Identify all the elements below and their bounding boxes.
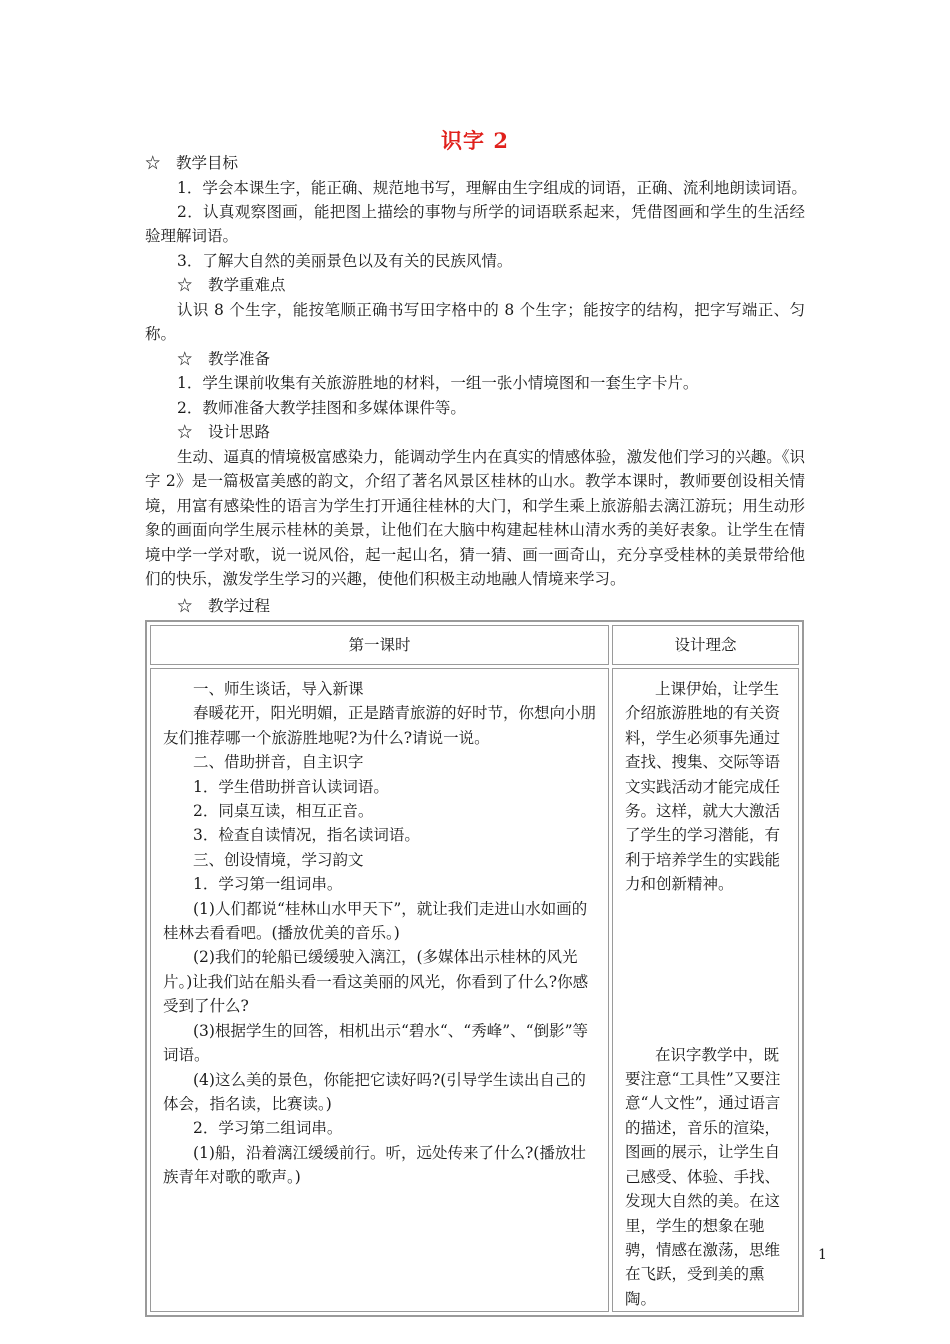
difficulties-text: 认识 8 个生字，能按笔顺正确书写田字格中的 8 个生字；能按字的结构，把字写端正、匀称。	[145, 301, 805, 344]
rationale-text: 上课伊始，让学生介绍旅游胜地的有关资料，学生必须事先通过查找、搜集、交际等语文实践活动才能完成任务。这样，就大大激活了学生的学习潜能，有利于培养学生的实践能力和创新精神。	[625, 680, 781, 894]
heading-process: ☆ 教学过程	[177, 597, 271, 615]
step-text: 二、借助拼音，自主识字	[193, 753, 364, 772]
design-text: 生动、逼真的情境极富感染力，能调动学生内在真实的情感体验，激发他们学习的兴趣。《识字 2》是一篇极富美感的韵文，介绍了著名风景区桂林的山水。教学本课时，教师要创设相关情境，用富有感染性的语言为学生打开通往桂林的大门，和学生乘上旅游船去漓江游玩；用生动形象的画面向学生展示桂林的美景，让他们在大脑中构建起桂林山清水秀的美好表象。让学生在情境中学一学对歌，说一说风俗，起一起山名，猜一猜、画一画奇山，充分享受桂林的美景带给他们的快乐，激发学生学习的兴趣，使他们积极主动地融人情境来学习。	[145, 448, 805, 589]
step-text: 1．学习第一组词串。	[193, 875, 343, 894]
goal-item-3: 3．了解大自然的美丽景色以及有关的民族风情。	[177, 252, 513, 270]
heading-goals: ☆ 教学目标	[145, 154, 239, 172]
prep-item-2: 2．教师准备大教学挂图和多媒体课件等。	[177, 399, 466, 417]
table-header-lesson: 第一课时	[150, 625, 609, 665]
goal-item-1: 1．学会本课生字，能正确、规范地书写，理解由生字组成的词语，正确、流利地朗读词语。	[177, 179, 807, 197]
heading-design: ☆ 设计思路	[177, 423, 271, 441]
step-text: (3)根据学生的回答，相机出示“碧水“、“秀峰”、“倒影”等词语。	[163, 1021, 589, 1065]
lesson-steps-cell	[150, 668, 609, 1312]
document-title: 识字 2	[441, 128, 509, 153]
step-text: 一、师生谈话，导入新课	[193, 680, 364, 698]
step-text: 三、创设情境，学习韵文	[193, 850, 364, 869]
process-table	[145, 620, 804, 1317]
rationale-cell	[612, 668, 799, 1312]
step-text: (1)人们都说“桂林山水甲天下”，就让我们走进山水如画的桂林去看看吧。(播放优美的音乐。)	[163, 899, 588, 943]
step-text: (4)这么美的景色，你能把它读好吗?(引导学生读出自己的体会，指名读，比赛读。)	[163, 1070, 586, 1113]
page-number: 1	[818, 1247, 827, 1263]
goal-item-2: 2．认真观察图画，能把图上描绘的事物与所学的词语联系起来，凭借图画和学生的生活经验理解词语。	[145, 203, 805, 246]
step-text: 2．同桌互读，相互正音。	[193, 802, 374, 821]
heading-difficulties: ☆ 教学重难点	[177, 276, 286, 294]
step-text: 2．学习第二组词串。	[193, 1119, 343, 1138]
step-text: (2)我们的轮船已缓缓驶入漓江，(多媒体出示桂林的风光片。)让我们站在船头看一看这美丽的风光，你看到了什么?你感受到了什么?	[163, 948, 589, 1016]
step-text: 春暖花开，阳光明媚，正是踏青旅游的好时节，你想向小朋友们推荐哪一个旅游胜地呢?为什么?请说一说。	[163, 704, 597, 747]
prep-item-1: 1．学生课前收集有关旅游胜地的材料，一组一张小情境图和一套生字卡片。	[177, 374, 699, 392]
rationale-text: 在识字教学中，既要注意“工具性”又要注意“人文性”，通过语言的描述，音乐的渲染，图画的展示，让学生自己感受、体验、手找、发现大自然的美。在这里，学生的想象在驰骋，情感在激荡，思维在飞跃，受到美的熏陶。	[625, 1045, 781, 1308]
step-text: (1)船，沿着漓江缓缓前行。听，远处传来了什么?(播放壮族青年对歌的歌声。)	[163, 1143, 586, 1187]
table-header-rationale: 设计理念	[612, 625, 799, 665]
step-text: 3．检查自读情况，指名读词语。	[193, 826, 420, 845]
heading-preparation: ☆ 教学准备	[177, 350, 271, 368]
step-text: 1．学生借助拼音认读词语。	[193, 777, 389, 796]
